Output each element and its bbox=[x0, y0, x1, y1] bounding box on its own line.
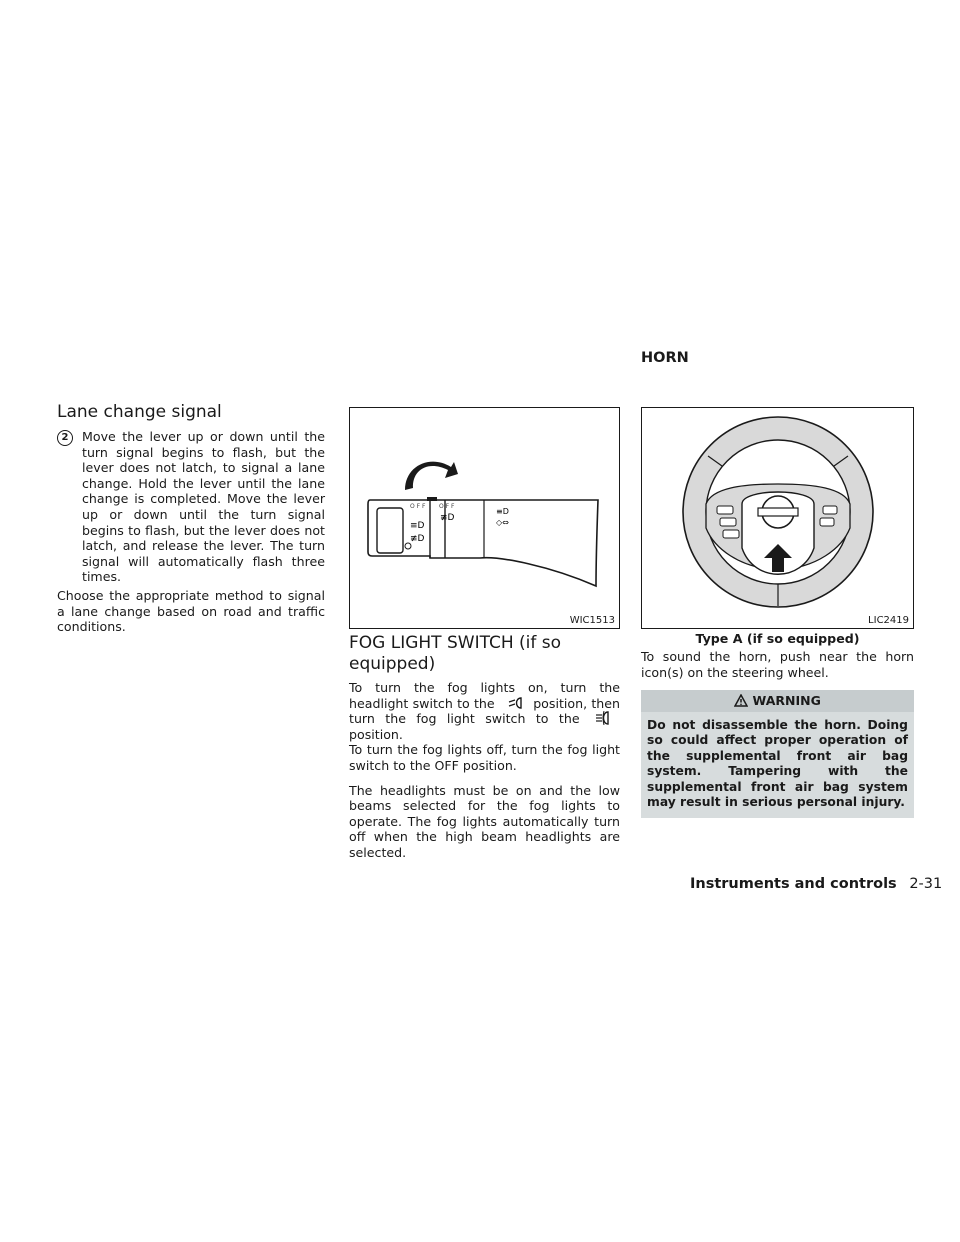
svg-text:O F F: O F F bbox=[439, 503, 455, 510]
page-footer bbox=[690, 876, 942, 892]
fog-switch-figure bbox=[349, 407, 620, 629]
low-beam-headlight-icon bbox=[499, 696, 529, 710]
step-number-badge: 2 bbox=[57, 430, 73, 446]
horn-title: HORN bbox=[641, 350, 689, 366]
warning-label: WARNING bbox=[752, 693, 821, 708]
warning-box bbox=[641, 690, 914, 818]
horn-paragraph: To sound the horn, push near the horn icon(s) on the steering wheel. bbox=[641, 649, 914, 680]
footer-section-title: Instruments and controls bbox=[690, 876, 897, 892]
turn-signal-lever-illustration bbox=[350, 408, 619, 628]
fog-paragraph-3: The headlights must be on and the low beams selected for the fog lights to operate. The fog lights automatically turn off when the high beam headlights are selected. bbox=[349, 782, 620, 860]
horn-figure-caption: Type A (if so equipped) bbox=[695, 631, 860, 646]
fog-paragraph-2: To turn the fog lights off, turn the fog light switch to the OFF position. bbox=[349, 742, 620, 773]
fog-text-block bbox=[349, 680, 620, 870]
horn-text-block bbox=[641, 649, 914, 689]
svg-text:≢D: ≢D bbox=[440, 513, 455, 523]
lane-change-title: Lane change signal bbox=[57, 402, 222, 422]
steering-wheel-illustration bbox=[642, 408, 913, 628]
horn-figure bbox=[641, 407, 914, 629]
svg-text:≡D: ≡D bbox=[410, 521, 425, 531]
warning-header bbox=[641, 690, 914, 712]
step-2-text: Move the lever up or down until the turn signal begins to flash, but the lever does not latch, to signal a lane change. Hold the lever until the lane change is completed. Move the lever up or down until the turn signal begins to flash, but the lever does not latch, and release the lever. The turn signal will automatically flash three times. bbox=[82, 429, 325, 585]
fog-p1-part-b: position, then turn the fog light switch to the bbox=[349, 695, 620, 727]
fog-paragraph-1 bbox=[349, 680, 620, 742]
fog-figure-code: WIC1513 bbox=[569, 615, 615, 626]
lane-change-paragraph-block bbox=[57, 588, 325, 644]
warning-text: Do not disassemble the horn. Doing so could affect proper operation of the supplemental front air bag system. Tampering with the supplemental front air bag system may result in serious personal injury. bbox=[647, 718, 908, 810]
svg-text:◇⇔: ◇⇔ bbox=[496, 518, 509, 527]
fog-p1-part-a: To turn the fog lights on, turn the headlight switch to the bbox=[349, 680, 620, 711]
fog-light-title: FOG LIGHT SWITCH (if so equipped) bbox=[349, 633, 562, 674]
horn-figure-code: LIC2419 bbox=[868, 615, 909, 626]
fog-p1-part-c: position. bbox=[349, 726, 403, 742]
page-number: 2-31 bbox=[909, 876, 943, 892]
lane-change-paragraph: Choose the appropriate method to signal a lane change based on road and traffic conditions. bbox=[57, 588, 325, 635]
step-2 bbox=[57, 429, 325, 585]
svg-text:O F F: O F F bbox=[410, 503, 426, 510]
fog-light-icon bbox=[590, 711, 620, 725]
warning-triangle-icon bbox=[734, 694, 748, 707]
svg-text:≡D: ≡D bbox=[496, 507, 509, 516]
svg-text:≢D: ≢D bbox=[410, 534, 425, 544]
